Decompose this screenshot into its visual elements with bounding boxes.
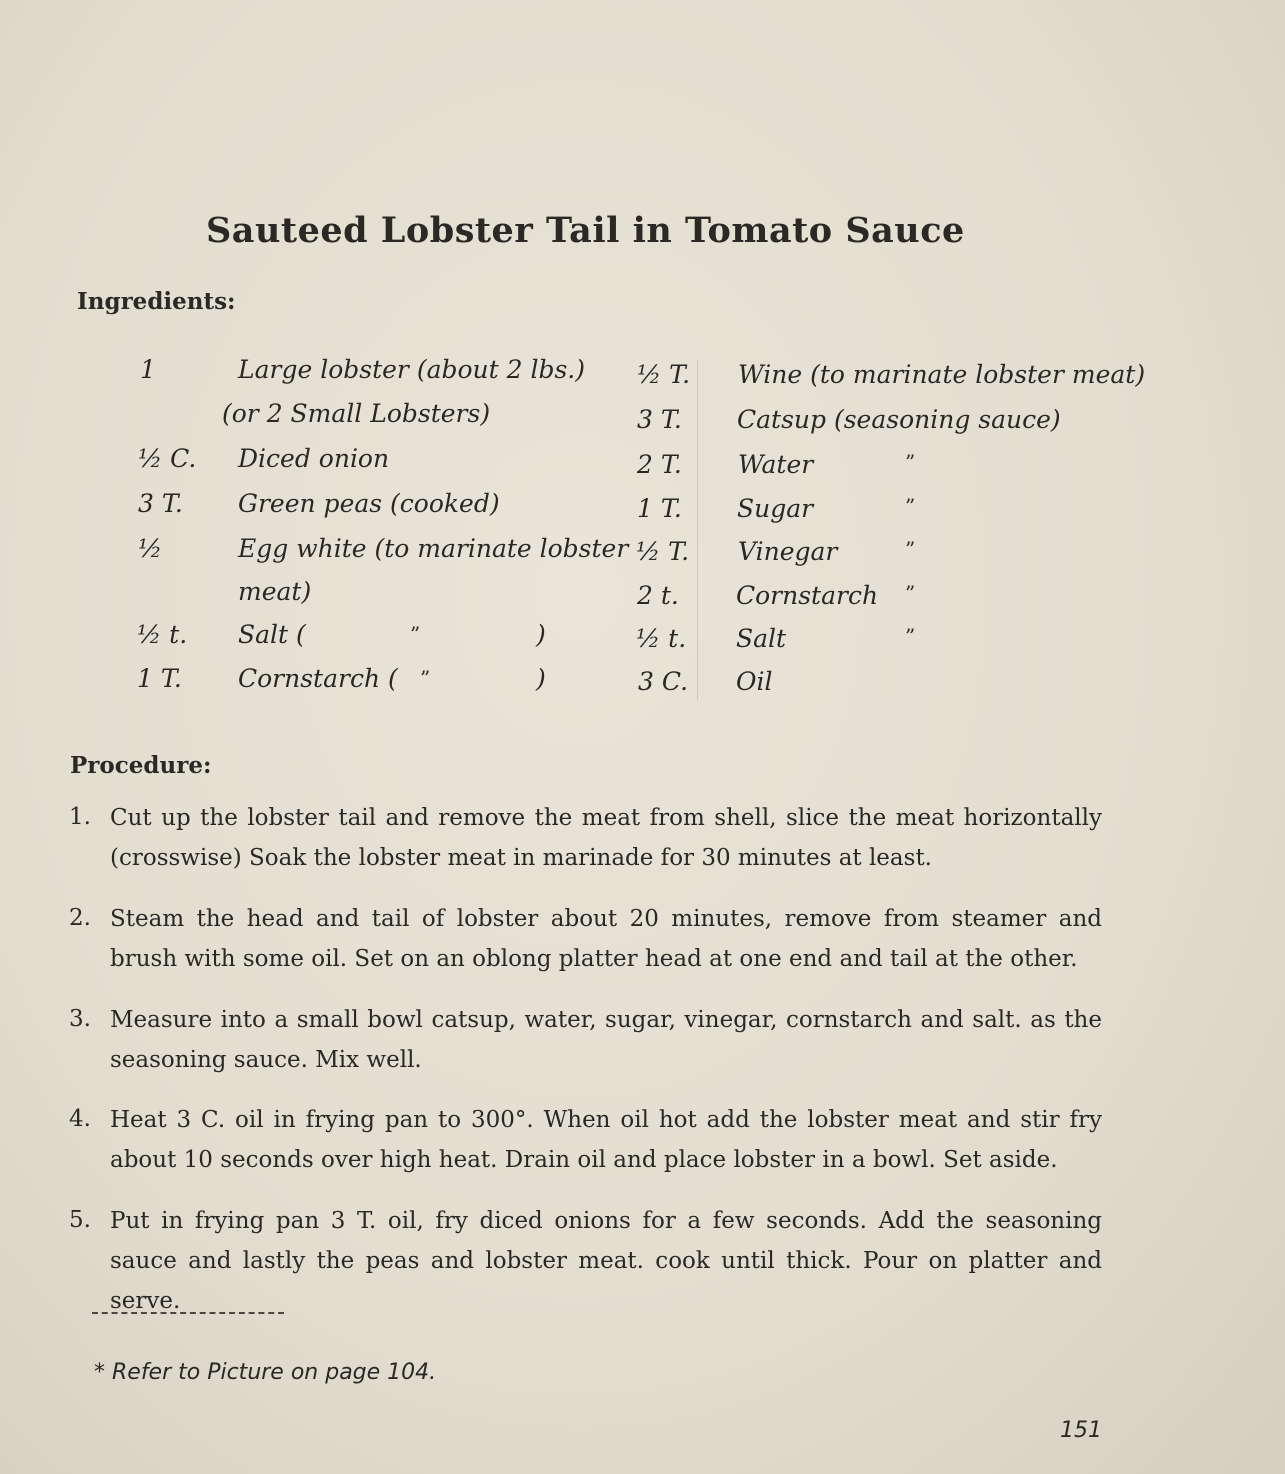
ingredient-qty: ½ t. (137, 620, 188, 649)
step-number: 2. (69, 905, 91, 931)
procedure-step: Heat 3 C. oil in frying pan to 300°. When oil hot add the lobster meat and stir fry about 10 seconds over high heat. Drain oil and place lobster in a bowl. Set aside. (110, 1107, 1102, 1173)
recipe-title: Sauteed Lobster Tail in Tomato Sauce (206, 210, 965, 251)
footnote-divider (92, 1312, 284, 1314)
ingredient-qty: 2 T. (637, 450, 682, 479)
closing-paren: ) (536, 664, 546, 693)
ingredient-item: Oil (736, 667, 773, 696)
ingredient-qty: 1 T. (137, 664, 182, 693)
ingredient-qty: 2 t. (637, 581, 679, 610)
ingredient-item: (or 2 Small Lobsters) (222, 399, 491, 428)
ditto-mark: ” (905, 537, 916, 561)
procedure-heading: Procedure: (70, 752, 212, 779)
ingredient-item: Diced onion (238, 444, 390, 473)
ingredient-item: Salt (736, 624, 787, 653)
procedure-step: Put in frying pan 3 T. oil, fry diced onions for a few seconds. Add the seasoning sauce and lastly the peas and lobster meat. cook until thick. Pour on platter and serve. (110, 1208, 1102, 1314)
ingredient-item: Wine (to marinate lobster meat) (738, 360, 1146, 389)
ingredient-item: Large lobster (about 2 lbs.) (238, 355, 586, 384)
ingredient-qty: 1 (140, 355, 156, 384)
ingredient-item: Sugar (737, 494, 814, 523)
procedure-step: Cut up the lobster tail and remove the meat from shell, slice the meat horizontally (crosswise) Soak the lobster meat in marinade for 30 minutes at least. (110, 805, 1102, 871)
ingredient-item: Water (738, 450, 814, 479)
ingredient-item: Salt ( (238, 620, 306, 649)
ingredient-qty: 1 T. (637, 494, 682, 523)
column-divider (697, 360, 698, 700)
ditto-mark: ” (905, 624, 916, 648)
ingredient-qty: 3 C. (638, 667, 689, 696)
ingredient-qty: ½ t. (636, 624, 687, 653)
procedure-step: Measure into a small bowl catsup, water, sugar, vinegar, cornstarch and salt. as the seasoning sauce. Mix well. (110, 1007, 1102, 1073)
ingredient-item: Catsup (seasoning sauce) (737, 405, 1061, 434)
ingredient-item: Egg white (to marinate lobster (238, 534, 629, 563)
step-number: 3. (69, 1006, 91, 1032)
ingredient-qty: ½ T. (637, 360, 691, 389)
ingredient-qty: ½ C. (138, 444, 197, 473)
step-number: 5. (69, 1207, 91, 1233)
ingredient-qty: 3 T. (637, 405, 682, 434)
closing-paren: ) (536, 620, 546, 649)
ditto-mark: ” (905, 581, 916, 605)
step-number: 1. (69, 804, 91, 830)
ditto-mark: ” (420, 666, 431, 690)
ingredient-item: Green peas (cooked) (238, 489, 500, 518)
footnote: * Refer to Picture on page 104. (94, 1360, 437, 1385)
ingredient-item: Cornstarch ( (238, 664, 398, 693)
ingredient-qty: 3 T. (138, 489, 183, 518)
step-number: 4. (69, 1106, 91, 1132)
ditto-mark: ” (410, 622, 421, 646)
ingredient-qty: ½ T. (636, 537, 690, 566)
ingredient-qty: ½ (138, 534, 163, 563)
ingredients-heading: Ingredients: (77, 288, 236, 315)
ingredient-item: Vinegar (738, 537, 838, 566)
ingredient-item: Cornstarch (736, 581, 879, 610)
ditto-mark: ” (905, 494, 916, 518)
ingredient-item: meat) (238, 577, 312, 606)
procedure-step: Steam the head and tail of lobster about 20 minutes, remove from steamer and brush with some oil. Set on an oblong platter head at one end and tail at the other. (110, 906, 1102, 972)
ditto-mark: ” (905, 450, 916, 474)
page-number: 151 (1060, 1418, 1102, 1443)
